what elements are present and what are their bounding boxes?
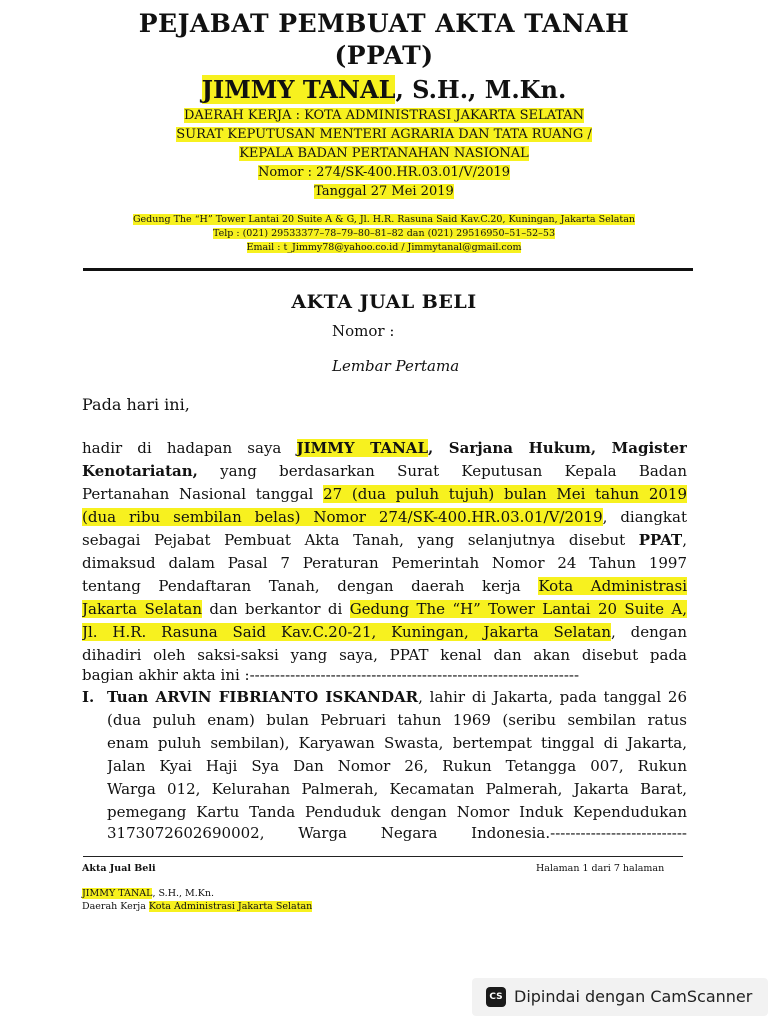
ppat-name-inline: JIMMY TANAL [296, 439, 428, 457]
document-number-label: Nomor : [332, 322, 395, 340]
body-text: , [682, 531, 687, 549]
footer-name-highlight: JIMMY TANAL [82, 888, 153, 899]
document-title: AKTA JUAL BELI [291, 291, 477, 313]
camscanner-logo-icon: CS [486, 987, 506, 1007]
office-email-text: Email : t_Jimmy78@yahoo.co.id / Jimmytanal@gmail.com [246, 242, 522, 253]
body-line-10: dihadiri oleh saksi-saksi yang saya, PPAT kenal dan akan disebut pada [82, 646, 687, 664]
body-line-11: bagian akhir akta ini :----------------------------------------------------------------- [82, 666, 580, 684]
office-inline: Gedung The “H” Tower Lantai 20 Suite A, [349, 600, 687, 618]
party-marker: I. [82, 688, 95, 706]
party-line-3: enam puluh sembilan), Karyawan Swasta, bertempat tinggal di Jakarta, [107, 734, 687, 752]
work-area-inline: Jakarta Selatan [82, 600, 203, 618]
party-line-4: Jalan Kyai Haji Sya Dan Nomor 26, Rukun Tetangga 007, Rukun [107, 757, 687, 775]
body-line-2 [82, 460, 687, 482]
camscanner-badge [472, 978, 768, 1016]
office-inline: Jl. H.R. Rasuna Said Kav.C.20-21, Kuningan, Jakarta Selatan [82, 623, 612, 641]
body-line-4 [82, 506, 687, 528]
sk-tanggal-text: Tanggal 27 Mei 2019 [314, 184, 454, 199]
office-phone [0, 227, 768, 241]
body-text: , lahir di Jakarta, pada tanggal 26 [418, 688, 687, 706]
footer-work-area-label: Daerah Kerja [82, 901, 149, 912]
sk-line-2-text: KEPALA BADAN PERTANAHAN NASIONAL [239, 146, 529, 161]
body-line-6: dimaksud dalam Pasal 7 Peraturan Pemerintah Nomor 24 Tahun 1997 [82, 554, 687, 572]
office-phone-text: Telp : (021) 29533377–78–79–80–81–82 dan (021) 29516950–51–52–53 [212, 228, 556, 239]
letterhead-subtitle: (PPAT) [334, 41, 434, 70]
letterhead-name [0, 74, 768, 106]
footer-doc-title: Akta Jual Beli [82, 863, 156, 874]
office-address [0, 213, 768, 227]
footer-page-number: Halaman 1 dari 7 halaman [536, 863, 665, 874]
body-text-bold: Kenotariatan, [82, 462, 198, 480]
body-line-1 [82, 437, 687, 459]
party-line-7: 3173072602690002, Warga Negara Indonesia.--------------------------- [107, 824, 687, 842]
body-text: Pertanahan Nasional tanggal [82, 485, 324, 503]
sk-line-1-text: SURAT KEPUTUSAN MENTERI AGRARIA DAN TATA RUANG / [176, 127, 592, 142]
body-text-bold: , Sarjana Hukum, Magister [428, 439, 687, 457]
footer-ppat-name [82, 887, 214, 900]
body-text: yang berdasarkan Surat Keputusan Kepala Badan [197, 462, 687, 480]
sk-nomor [0, 163, 768, 182]
body-text: sebagai Pejabat Pembuat Akta Tanah, yang selanjutnya disebut [82, 531, 639, 549]
daerah-kerja [0, 106, 768, 125]
footer-work-area-value: Kota Administrasi Jakarta Selatan [148, 901, 313, 912]
body-line-9 [82, 621, 687, 643]
party-line-5: Warga 012, Kelurahan Palmerah, Kecamatan Palmerah, Jakarta Barat, [107, 780, 687, 798]
work-area-inline: Kota Administrasi [538, 577, 687, 595]
party-line-6: pemegang Kartu Tanda Penduduk dengan Nomor Induk Kependudukan [107, 803, 687, 821]
body-text: tentang Pendaftaran Tanah, dengan daerah kerja [82, 577, 539, 595]
sk-tanggal [0, 182, 768, 201]
camscanner-label: Dipindai dengan CamScanner [514, 987, 753, 1006]
footer-work-area [82, 900, 312, 913]
footer-divider [83, 856, 683, 857]
letterhead-divider [83, 268, 693, 271]
daerah-kerja-text: DAERAH KERJA : KOTA ADMINISTRASI JAKARTA SELATAN [183, 108, 585, 123]
sk-line-1 [0, 125, 768, 144]
body-text-bold: PPAT [638, 531, 683, 549]
body-line-3 [82, 483, 687, 505]
party-line-2: (dua puluh enam) bulan Pebruari tahun 1969 (seribu sembilan ratus [107, 711, 687, 729]
sheet-label: Lembar Pertama [332, 357, 460, 375]
letterhead-title: PEJABAT PEMBUAT AKTA TANAH [138, 9, 630, 38]
ppat-degrees: , S.H., M.Kn. [395, 75, 567, 104]
body-text: dan berkantor di [202, 600, 350, 618]
body-line-8 [82, 598, 687, 620]
body-text: hadir di hadapan saya [82, 439, 297, 457]
opening-line: Pada hari ini, [82, 395, 190, 414]
ppat-name: JIMMY TANAL [201, 75, 396, 104]
body-text: , dengan [611, 623, 687, 641]
office-email [0, 241, 768, 255]
party-line-1 [107, 686, 687, 708]
sk-date-inline: 27 (dua puluh tujuh) bulan Mei tahun 2019 [323, 485, 687, 503]
body-text: , diangkat [602, 508, 687, 526]
body-line-5 [82, 529, 687, 551]
party-name: Tuan ARVIN FIBRIANTO ISKANDAR [107, 688, 419, 706]
sk-line-2 [0, 144, 768, 163]
office-address-text: Gedung The “H” Tower Lantai 20 Suite A & G, Jl. H.R. Rasuna Said Kav.C.20, Kuningan, Jakarta Selatan [132, 214, 636, 225]
sk-nomor-text: Nomor : 274/SK-400.HR.03.01/V/2019 [257, 165, 511, 180]
footer-degrees: , S.H., M.Kn. [152, 888, 215, 899]
sk-number-inline: (dua ribu sembilan belas) Nomor 274/SK-400.HR.03.01/V/2019 [82, 508, 603, 526]
body-line-7 [82, 575, 687, 597]
